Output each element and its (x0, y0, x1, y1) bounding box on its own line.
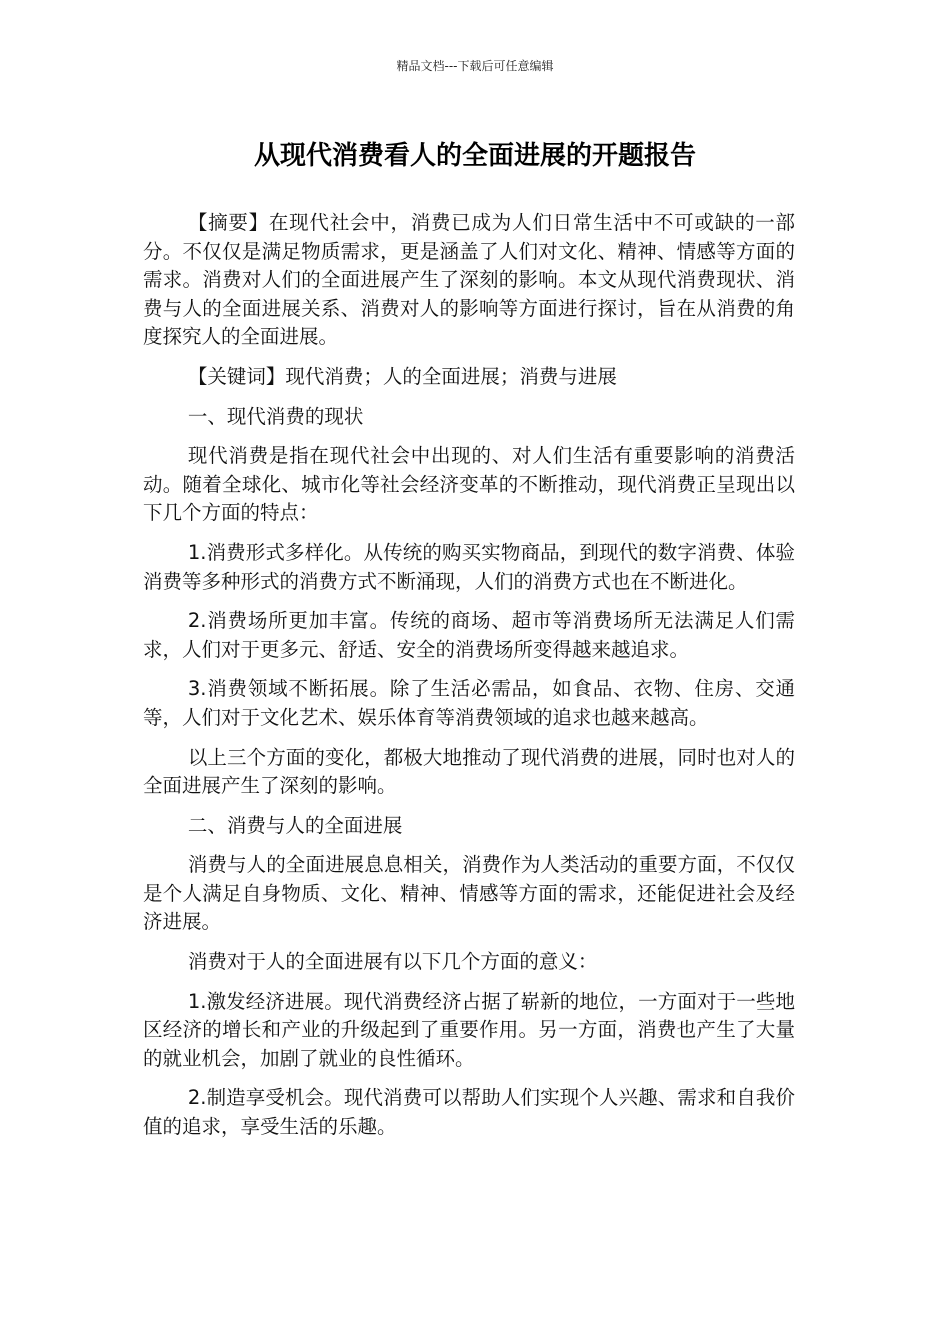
section-heading: 一、现代消费的现状 (187, 404, 364, 428)
list-item-paragraph: 2.消费场所更加丰富。传统的商场、超市等消费场所无法满足人们需求，人们对于更多元、舒适、安全的消费场所变得越来越追求。 (143, 609, 795, 661)
body-paragraph: 以上三个方面的变化，都极大地推动了现代消费的进展，同时也对人的全面进展产生了深刻的影响。 (143, 745, 795, 798)
keywords-paragraph: 【关键词】现代消费；人的全面进展；消费与进展 (187, 364, 617, 388)
list-item-paragraph: 2.制造享受机会。现代消费可以帮助人们实现个人兴趣、需求和自我价值的追求，享受生活的乐趣。 (143, 1086, 795, 1139)
list-item-paragraph: 1.消费形式多样化。从传统的购买实物商品，到现代的数字消费、体验消费等多种形式的消费方式不断涌现，人们的消费方式也在不断进化。 (143, 540, 795, 593)
body-paragraph: 消费与人的全面进展息息相关，消费作为人类活动的重要方面，不仅仅是个人满足自身物质、文化、精神、情感等方面的需求，还能促进社会及经济进展。 (143, 853, 795, 934)
document-body (143, 209, 795, 1153)
list-item-paragraph: 1.激发经济进展。现代消费经济占据了崭新的地位，一方面对于一些地区经济的增长和产业的升级起到了重要作用。另一方面，消费也产生了大量的就业机会，加剧了就业的良性循环。 (143, 989, 795, 1070)
document-title: 从现代消费看人的全面进展的开题报告 (253, 141, 696, 171)
page-header: 精品文档---下载后可任意编辑 (396, 59, 554, 73)
section-heading: 二、消费与人的全面进展 (187, 813, 403, 837)
body-paragraph: 消费对于人的全面进展有以下几个方面的意义： (187, 950, 598, 974)
list-item-paragraph: 3.消费领域不断拓展。除了生活必需品，如食品、衣物、住房、交通等，人们对于文化艺术、娱乐体育等消费领域的追求也越来越高。 (143, 677, 795, 729)
body-paragraph: 现代消费是指在现代社会中出现的、对人们生活有重要影响的消费活动。随着全球化、城市化等社会经济变革的不断推动，现代消费正呈现出以下几个方面的特点： (143, 444, 795, 525)
abstract-paragraph: 【摘要】在现代社会中，消费已成为人们日常生活中不可或缺的一部分。不仅仅是满足物质需求，更是涵盖了人们对文化、精神、情感等方面的需求。消费对人们的全面进展产生了深刻的影响。本文从现代消费现状、消费与人的全面进展关系、消费对人的影响等方面进行探讨，旨在从消费的角度探究人的全面进展。 (143, 211, 795, 349)
